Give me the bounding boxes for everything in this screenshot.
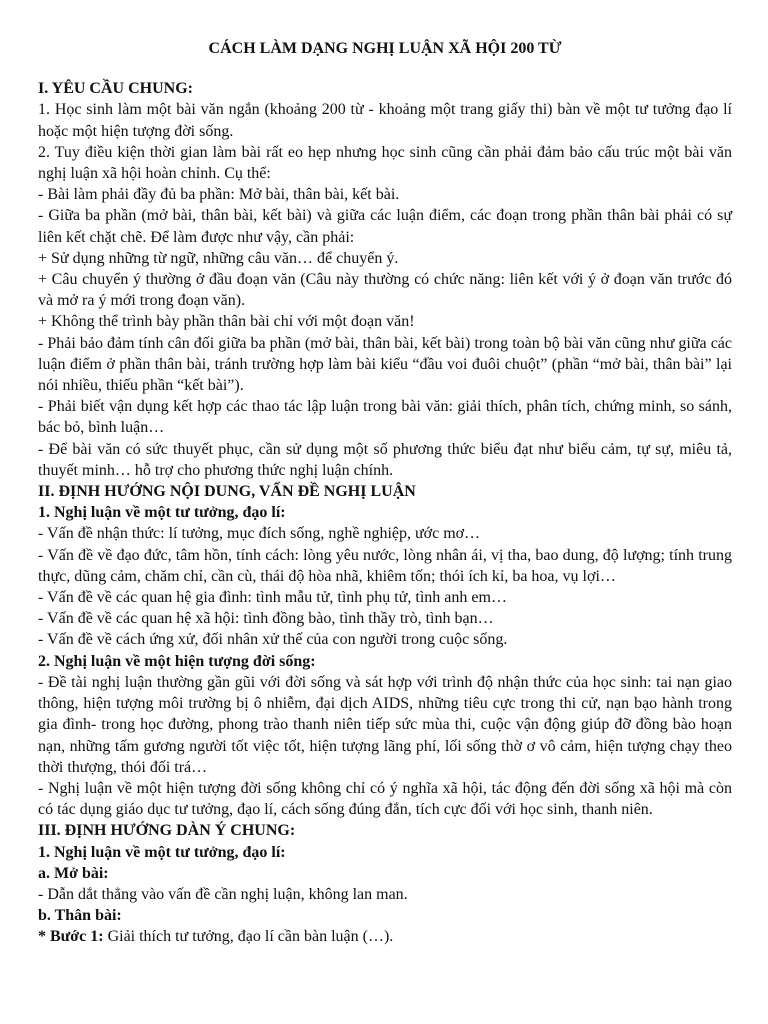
paragraph: - Bài làm phải đầy đủ ba phần: Mở bài, thân bài, kết bài. xyxy=(38,186,400,204)
section-3-heading: III. ĐỊNH HƯỚNG DÀN Ý CHUNG: xyxy=(38,822,296,840)
document-title: CÁCH LÀM DẠNG NGHỊ LUẬN XÃ HỘI 200 TỪ xyxy=(208,40,562,57)
paragraph: - Vấn đề về cách ứng xử, đối nhân xử thế của con người trong cuộc sống. xyxy=(38,631,508,649)
subsection-heading: a. Mở bài: xyxy=(38,864,109,882)
step-label: * Bước 1: xyxy=(38,928,104,946)
paragraph: + Sử dụng những từ ngữ, những câu văn… để chuyển ý. xyxy=(38,249,399,267)
paragraph: - Vấn đề về các quan hệ xã hội: tình đồng bào, tình thầy trò, tình bạn… xyxy=(38,610,494,628)
paragraph: - Vấn đề về các quan hệ gia đình: tình mẫu tử, tình phụ tử, tình anh em… xyxy=(38,589,507,607)
section-2-heading: II. ĐỊNH HƯỚNG NỘI DUNG, VẤN ĐỀ NGHỊ LUẬN xyxy=(38,483,416,501)
paragraph: - Phải biết vận dụng kết hợp các thao tác lập luận trong bài văn: giải thích, phân tích, chứng minh, so sánh, bác bỏ, bình luận… xyxy=(38,398,732,437)
paragraph: - Vấn đề về đạo đức, tâm hồn, tính cách: lòng yêu nước, lòng nhân ái, vị tha, bao dung, độ lượng; tính trung thực, dũng cảm, chăm chỉ, cần cù, thái độ hòa nhã, khiêm tốn; thói ích kỉ, ba hoa, vụ lợi… xyxy=(38,546,732,585)
paragraph: + Không thể trình bày phần thân bài chỉ với một đoạn văn! xyxy=(38,313,415,331)
step-paragraph xyxy=(38,926,732,947)
paragraph: - Phải bảo đảm tính cân đối giữa ba phần (mở bài, thân bài, kết bài) trong toàn bộ bài văn cũng như giữa các luận điểm ở phần thân bài, tránh trường hợp làm bài kiểu “đầu voi đuôi chuột” (phần “mở bài, thân bài” lại nói nhiều, thiếu phần “kết bài”). xyxy=(38,334,732,395)
paragraph: - Vấn đề nhận thức: lí tưởng, mục đích sống, nghề nghiệp, ước mơ… xyxy=(38,525,481,543)
paragraph: - Giữa ba phần (mở bài, thân bài, kết bài) và giữa các luận điểm, các đoạn trong phần thân bài phải có sự liên kết chặt chẽ. Để làm được như vậy, cần phải: xyxy=(38,207,732,246)
subsection-heading: 1. Nghị luận về một tư tưởng, đạo lí: xyxy=(38,843,286,861)
paragraph: - Dẫn dắt thẳng vào vấn đề cần nghị luận, không lan man. xyxy=(38,885,408,903)
subsection-heading: 1. Nghị luận về một tư tưởng, đạo lí: xyxy=(38,504,286,522)
subsection-heading: b. Thân bài: xyxy=(38,907,122,925)
step-text: Giải thích tư tưởng, đạo lí cần bàn luận (…). xyxy=(103,928,394,946)
paragraph: + Câu chuyển ý thường ở đầu đoạn văn (Câu này thường có chức năng: liên kết với ý ở đoạn văn trước đó và mở ra ý mới trong đoạn văn). xyxy=(38,271,732,310)
paragraph: - Đề tài nghị luận thường gần gũi với đời sống và sát hợp với trình độ nhận thức của học sinh: tai nạn giao thông, hiện tượng môi trường bị ô nhiễm, đại dịch AIDS, những tiêu cực trong thi cử, nạn bạo hành trong gia đình- trong học đường, phong trào thanh niên tiếp sức mùa thi, cuộc vận động giúp đỡ đồng bào hoạn nạn, những tấm gương người tốt việc tốt, hiện tượng lãng phí, lối sống thờ ơ vô cảm, hiện tượng chạy theo thời thượng, thói đối trá… xyxy=(38,673,732,776)
subsection-heading: 2. Nghị luận về một hiện tượng đời sống: xyxy=(38,652,316,670)
paragraph: - Nghị luận về một hiện tượng đời sống không chỉ có ý nghĩa xã hội, tác động đến đời sống xã hội mà còn có tác dụng giáo dục tư tưởng, đạo lí, cách sống đúng đắn, tích cực đối với học sinh, thanh niên. xyxy=(38,779,732,819)
paragraph: - Để bài văn có sức thuyết phục, cần sử dụng một số phương thức biểu đạt như biểu cảm, tự sự, miêu tả, thuyết minh… hỗ trợ cho phương thức nghị luận chính. xyxy=(38,440,732,479)
paragraph: 1. Học sinh làm một bài văn ngắn (khoảng 200 từ - khoảng một trang giấy thi) bàn về một tư tưởng đạo lí hoặc một hiện tượng đời sống. xyxy=(38,101,732,140)
paragraph: 2. Tuy điều kiện thời gian làm bài rất eo hẹp nhưng học sinh cũng cần phải đảm bảo cấu trúc một bài văn nghị luận xã hội hoàn chỉnh. Cụ thể: xyxy=(38,143,732,183)
section-1-heading: I. YÊU CẦU CHUNG: xyxy=(38,80,193,98)
